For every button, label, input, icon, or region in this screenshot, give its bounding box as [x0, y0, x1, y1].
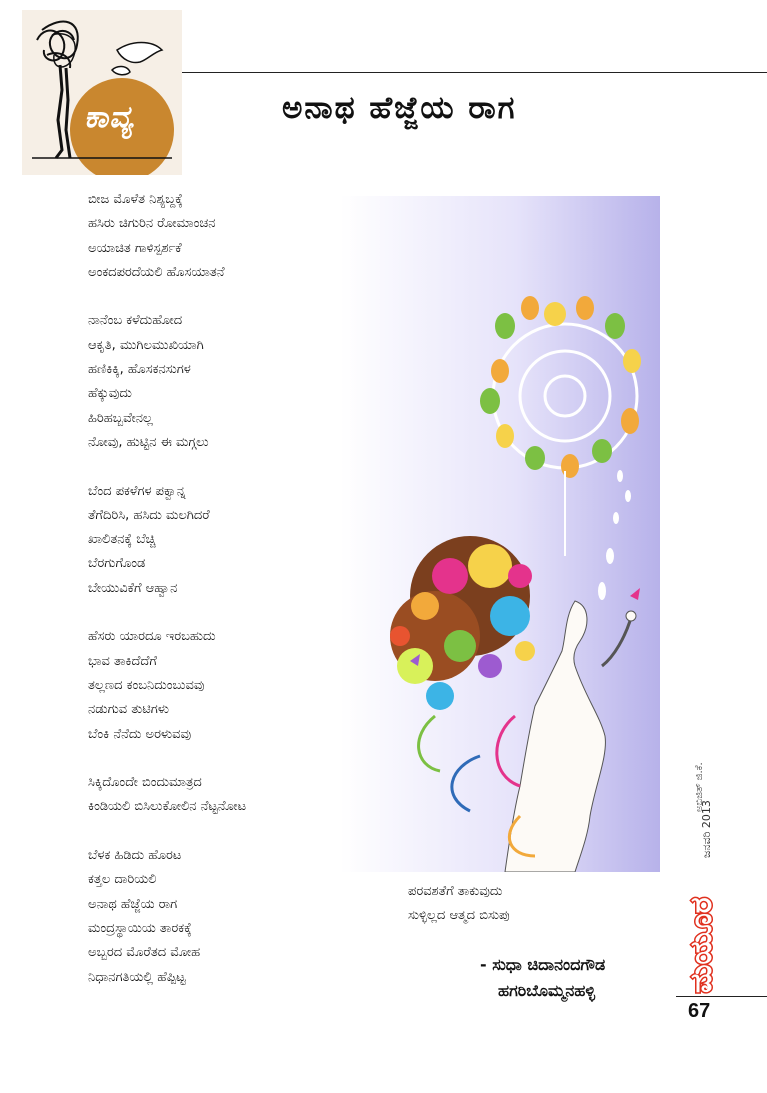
scribble-tree-icon [22, 10, 182, 175]
author-name: - ಸುಧಾ ಚಿದಾನಂದಗೌಡ [480, 955, 606, 974]
stanza [88, 309, 338, 455]
poem-line: ಹೆಸರು ಯಾರದೂ ಇರಬಹುದು [88, 629, 216, 645]
top-rule [182, 72, 767, 73]
poem-line: ಸುಳ್ಳಿಲ್ಲದ ಆತ್ಮದ ಬಿಸುಪು [408, 908, 510, 924]
magazine-masthead: ಮಯೂರ [684, 897, 719, 993]
poem-line: ಸಿಕ್ಕಿದೊಂದೇ ಬಿಂದುಮಾತ್ರದ [88, 775, 202, 791]
page-number: 67 [688, 1000, 711, 1022]
poem-illustration [340, 196, 660, 872]
poem-title: ಅನಾಥ ಹೆಜ್ಜೆಯ ರಾಗ [282, 90, 517, 126]
poem-line: ನೋವು, ಹುಟ್ಟಿನ ಈ ಮಗ್ಗಲು [88, 434, 209, 450]
section-logo [22, 10, 182, 175]
poem-line: ಖಾಲಿತನಕ್ಕೆ ಬೆಚ್ಚಿ [88, 532, 156, 548]
author-place: ಹಗರಿಬೊಮ್ಮನಹಳ್ಳಿ [498, 981, 596, 1000]
stanza [88, 480, 338, 601]
stanza [88, 188, 338, 285]
poem-line: ಬೇಯುವಿಕೆಗೆ ಆಹ್ವಾನ [88, 580, 178, 596]
poem-line: ನಿಧಾನಗತಿಯಲ್ಲಿ ಹೆಪ್ಪಿಟ್ಟ [88, 969, 186, 985]
poem-line: ಭಾವ ತಾಕಿದೆದೆಗೆ [88, 653, 157, 669]
poem-line: ತಲ್ಲಣದ ಕಂಬನಿದುಂಬುವವು [88, 677, 205, 693]
poem-line: ಹೆಕ್ಕುವುದು [88, 386, 132, 402]
poem-line: ತೆಗೆದಿರಿಸಿ, ಹಸಿದು ಮಲಗಿದರೆ [88, 507, 210, 523]
poem-ending [408, 880, 510, 929]
poem-line: ಅಂಕದಪರದೆಯಲಿ ಹೊಸಯಾತನೆ [88, 264, 225, 280]
poem-line: ಬೆಂಕಿ ನೆನೆದು ಅರಳುವವು [88, 726, 192, 742]
poem-line: ನಾನೆಂಬ ಕಳೆದುಹೋದ [88, 313, 183, 329]
poem-line: ಅಬ್ಬರದ ಮೊರೆತದ ಮೋಹ [88, 945, 201, 961]
poem-line: ಹಣಿಕಿಕ್ಕಿ, ಹೊಸಕನಸುಗಳ [88, 362, 191, 378]
poem-line: ನಡುಗುವ ತುಟಿಗಳು [88, 702, 170, 718]
poem-line: ಹಸಿರು ಚಿಗುರಿನ ರೋಮಾಂಚನ [88, 216, 216, 232]
poem-line: ಅನಾಥ ಹೆಜ್ಜೆಯ ರಾಗ [88, 896, 178, 912]
poem-line: ಕತ್ತಲ ದಾರಿಯಲಿ [88, 872, 157, 888]
poem-line: ಕಿಂಡಿಯಲಿ ಬಿಸಿಲುಕೋಲಿನ ನೆಟ್ಟನೋಟ [88, 799, 247, 815]
poem-line: ಬೆಳಕ ಹಿಡಿದು ಹೊರಟ [88, 848, 182, 864]
poem-line: ಬೀಜ ಮೊಳೆತ ನಿಶ್ಯಬ್ದಕ್ಕೆ [88, 192, 183, 207]
poem-line: ಮಂದ್ರಸ್ಥಾಯಿಯ ತಾರಕಕ್ಕೆ [88, 920, 192, 936]
stanza [88, 844, 338, 990]
poem-line: ಪರವಶತೆಗೆ ತಾಕುವುದು [408, 884, 503, 899]
poem-line: ಬೆಂದ ಪಕಳೆಗಳ ಪಕ್ವಾನ್ನ [88, 483, 186, 499]
poem-line: ಹಿರಿಹಬ್ಬವೇನಲ್ಲ [88, 410, 153, 426]
poem-line: ಆಕೃತಿ, ಮುಗಿಲಮುಖಿಯಾಗಿ [88, 337, 204, 353]
poem-line: ಅಯಾಚಿತ ಗಾಳಿಸ್ಪರ್ಶಕೆ [88, 240, 182, 256]
section-logo-text: ಕಾವ್ಯ [84, 100, 134, 135]
stanza [88, 625, 338, 746]
poem-body [88, 188, 338, 1014]
art-credit: ಅಭಿಜಿತ್ ಜಿ.ಕೆ. [694, 762, 705, 812]
poem-line: ಬೆರಗುಗೊಂಡ [88, 556, 146, 572]
bottom-rule [676, 996, 767, 997]
issue-date: ಜನವರಿ 2013 [700, 800, 713, 858]
stanza [88, 771, 338, 820]
author-block [480, 952, 605, 1004]
